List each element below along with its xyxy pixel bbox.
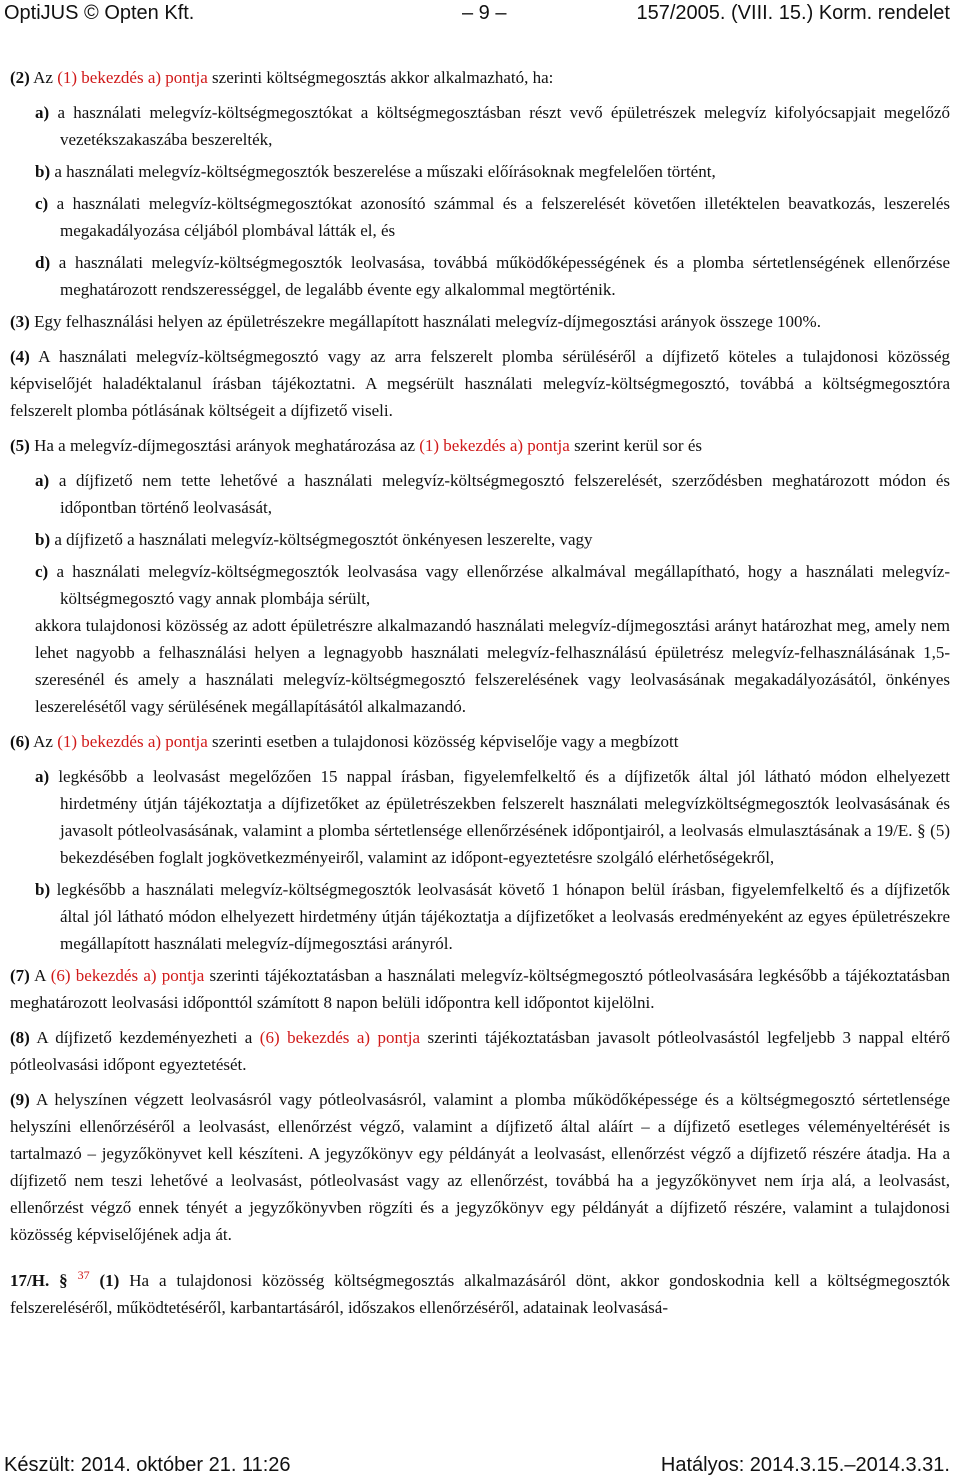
list-item-2d: d) a használati melegvíz-költségmegosztók leolvasása, továbbá működőképességének és a plomba sértetlenségének ellenőrzése meghatározott rendszerességgel, de legalább évente egy alkalommal megtörténik. (35, 253, 950, 299)
list-item-2c: c) a használati melegvíz-költségmegosztókat azonosító számmal és a felszerelését követően illetéktelen beavatkozás, leszerelés megakadályozása céljából plombával látták el, és (35, 194, 950, 240)
section-title: 17/H. § (10, 1271, 68, 1290)
list-item-5b: b) a díjfizető a használati melegvíz-költségmegosztót önkényesen leszerelte, vagy (35, 530, 593, 549)
paragraph-4: (4) A használati melegvíz-költségmegosztó vagy az arra felszerelt plomba sérüléséről a díjfizető köteles a tulajdonosi közösség képviselőjét haladéktalanul írásban tájékoztatni. A megsérült használati melegvíz-költségmegosztó, továbbá a költségmegosztóra felszerelt plomba pótlásának költségeit a díjfizető viseli. (10, 347, 951, 420)
cross-reference-link[interactable]: (6) bekezdés a) pontja (50, 966, 205, 985)
effective-dates: Hatályos: 2014.3.15.–2014.3.31. (660, 1454, 950, 1476)
list-item-2a: a) a használati melegvíz-költségmegosztókat a költségmegosztásban részt vevő épületrészek melegvíz kifolyócsapjait megelőző vezetékszakaszába beszerelték, (35, 103, 951, 149)
paragraph-8: (8) A díjfizető kezdeményezheti a (6) bekezdés a) pontja szerinti tájékoztatásban javasolt pótleolvasástól legfeljebb 3 nappal eltérő pótleolvasási időpont egyeztetését. (10, 1028, 950, 1074)
cross-reference-link[interactable]: (1) bekezdés a) pontja (419, 436, 570, 455)
cross-reference-link[interactable]: (6) bekezdés a) pontja (259, 1028, 421, 1047)
paragraph-2: (2) Az (1) bekezdés a) pontja szerinti költségmegosztás akkor alkalmazható, ha: (10, 68, 554, 87)
created-date: Készült: 2014. október 21. 11:26 (4, 1454, 291, 1476)
list-item-6b: b) legkésőbb a használati melegvíz-költségmegosztók leolvasását követő 1 hónapon belül írásban, figyelemfelkeltő és a díjfizetők által jól látható módon elhelyezett hirdetmény útján tájékoztatja a díjfizetőket a leolvasás eredményeként az egyes épületrészekre megállapított használati melegvíz-díjmegosztási arányról. (35, 880, 951, 953)
cross-reference-link[interactable]: (1) bekezdés a) pontja (57, 68, 208, 87)
list-item-2b: b) a használati melegvíz-költségmegosztók beszerelése a műszaki előírásoknak megfelelően történt, (35, 162, 716, 181)
cross-reference-link[interactable]: (1) bekezdés a) pontja (57, 732, 208, 751)
document-body (10, 64, 950, 1329)
footnote-link[interactable]: 37 (77, 1268, 90, 1282)
list-item-5c: c) a használati melegvíz-költségmegosztók leolvasása vagy ellenőrzése alkalmával megállapítható, hogy a használati melegvíz-költségmegosztó vagy annak plombája sérült, (35, 562, 951, 608)
list-item-6a: a) legkésőbb a leolvasást megelőzően 15 nappal írásban, figyelemfelkeltő és a díjfizetők által jól látható módon elhelyezett hirdetmény útján tájékoztatja a díjfizetőket az épületrészekben felszerelt használati melegvízköltségmegosztók leolvasásának és javasolt pótleolvasásának, valamint a plomba sértetlensége ellenőrzésének időpontjairól, a leolvasás elmulasztásának a 19/E. § (5) bekezdésében foglalt jogkövetkezményeiről, valamint az időpont-egyeztetésre szolgáló elérhetőségekről, (35, 767, 951, 867)
page-number: – 9 – (462, 2, 507, 24)
paragraph-5-conclusion: akkora tulajdonosi közösség az adott épületrészre alkalmazandó használati melegvíz-díjmegosztási arányt határozhat meg, amely nem lehet nagyobb a felhasználási helyen a legnagyobb használati melegvíz-felhasználású épületrész melegvíz-felhasználásának 1,5-szeresénél és amely a használati melegvíz-költségmegosztó felszerelésének vagy leolvasásának megakadályozásától, önkényes leszerelésétől vagy sérülésének megállapításától alkalmazandó. (35, 616, 950, 716)
paragraph-3: (3) Egy felhasználási helyen az épületrészekre megállapított használati melegvíz-díjmegosztási arányok összege 100%. (10, 312, 821, 331)
section-17h: 17/H. § $^{37}$ (1) Ha a tulajdonosi közösség költségmegosztás alkalmazásáról dönt, akkor gondoskodnia kell a költségmegosztók felszereléséről, működtetéséről, karbantartásáról, időszakos ellenőrzéséről, adatainak leolvasásá- (10, 1268, 951, 1317)
paragraph-7: (7) A (6) bekezdés a) pontja szerinti tájékoztatásban a használati melegvíz-költségmegosztó pótleolvasására legkésőbb a tájékoztatásban meghatározott leolvasási időponttól számított 8 napon belüli időpontra kell időpontot kijelölni. (10, 966, 950, 1012)
list-item-5a: a) a díjfizető nem tette lehetővé a használati melegvíz-költségmegosztó felszerelését, szerződésben meghatározott módon és időpontban történő leolvasását, (35, 471, 950, 517)
publisher: OptiJUS © Opten Kft. (4, 2, 195, 24)
paragraph-9: (9) A helyszínen végzett leolvasásról vagy pótleolvasásról, valamint a plomba működőképessége és a költségmegosztó sértetlensége helyszíni ellenőrzéséről a leolvasást, ellenőrzést végző, valamint a díjfizető által aláírt – a díjfizető esetleges véleményeltérését is tartalmazó – jegyzőkönyvet kell készíteni. A jegyzőkönyv egy példányát a leolvasást, ellenőrzést végző a díjfizető részére átadja. Ha a díjfizető nem teszi lehetővé a leolvasást, pótleolvasást vagy az ellenőrzést, továbbá ha a jegyzőkönyvet nem írja alá, a leolvasást, ellenőrzést végző ennek tényét a jegyzőkönyvben rögzíti és a jegyzőkönyv egy példányát a díjfizető részére, valamint a tulajdonosi közösség képviselőjének adja át. (10, 1090, 950, 1244)
page-header (4, 0, 950, 26)
paragraph-5: (5) Ha a melegvíz-díjmegosztási arányok meghatározása az (1) bekezdés a) pontja szerint kerül sor és (10, 436, 702, 455)
document-title: 157/2005. (VIII. 15.) Korm. rendelet (636, 2, 950, 24)
paragraph-6: (6) Az (1) bekezdés a) pontja szerinti esetben a tulajdonosi közösség képviselője vagy a megbízott (10, 732, 679, 751)
page-footer (4, 1452, 950, 1478)
